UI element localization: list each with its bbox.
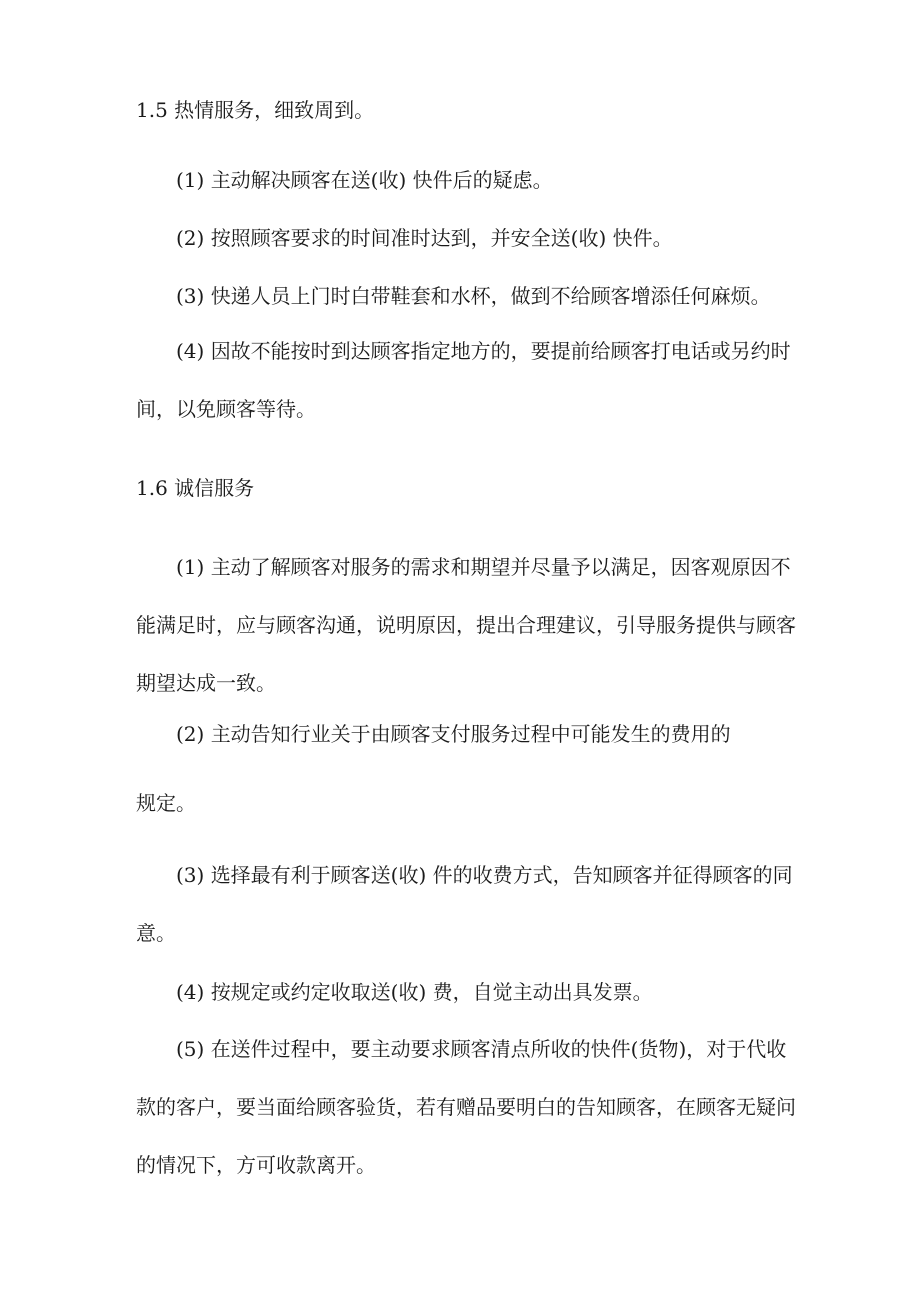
section-1-6-item-5: (5) 在送件过程中，要主动要求顾客清点所收的快件(货物)，对于代收款的客户，要当面给顾客验货，若有赠品要明白的告知顾客，在顾客无疑问的情况下，方可收款离开。 <box>136 1037 796 1177</box>
section-heading-1-6: 1.6 诚信服务 <box>136 476 255 500</box>
section-1-6-item-2-cont: 规定。 <box>136 791 196 815</box>
section-1-5-item-1: (1) 主动解决顾客在送(收) 快件后的疑虑。 <box>176 168 553 192</box>
section-1-6-item-3: (3) 选择最有利于顾客送(收) 件的收费方式，告知顾客并征得顾客的同意。 <box>136 863 793 945</box>
section-1-5-item-2: (2) 按照顾客要求的时间准时达到，并安全送(收) 快件。 <box>176 226 673 250</box>
section-1-6-item-1: (1) 主动了解顾客对服务的需求和期望并尽量予以满足，因客观原因不能满足时，应与顾客沟通，说明原因，提出合理建议，引导服务提供与顾客期望达成一致。 <box>136 555 796 695</box>
section-1-5-item-4: (4) 因故不能按时到达顾客指定地方的，要提前给顾客打电话或另约时间，以免顾客等待。 <box>136 339 791 421</box>
section-1-6-item-4: (4) 按规定或约定收取送(收) 费，自觉主动出具发票。 <box>176 980 653 1004</box>
section-1-6-item-2: (2) 主动告知行业关于由顾客支付服务过程中可能发生的费用的 <box>176 722 731 746</box>
section-heading-1-5: 1.5 热情服务，细致周到。 <box>136 98 375 122</box>
section-1-5-item-3: (3) 快递人员上门时白带鞋套和水杯，做到不给顾客增添任何麻烦。 <box>176 284 771 308</box>
